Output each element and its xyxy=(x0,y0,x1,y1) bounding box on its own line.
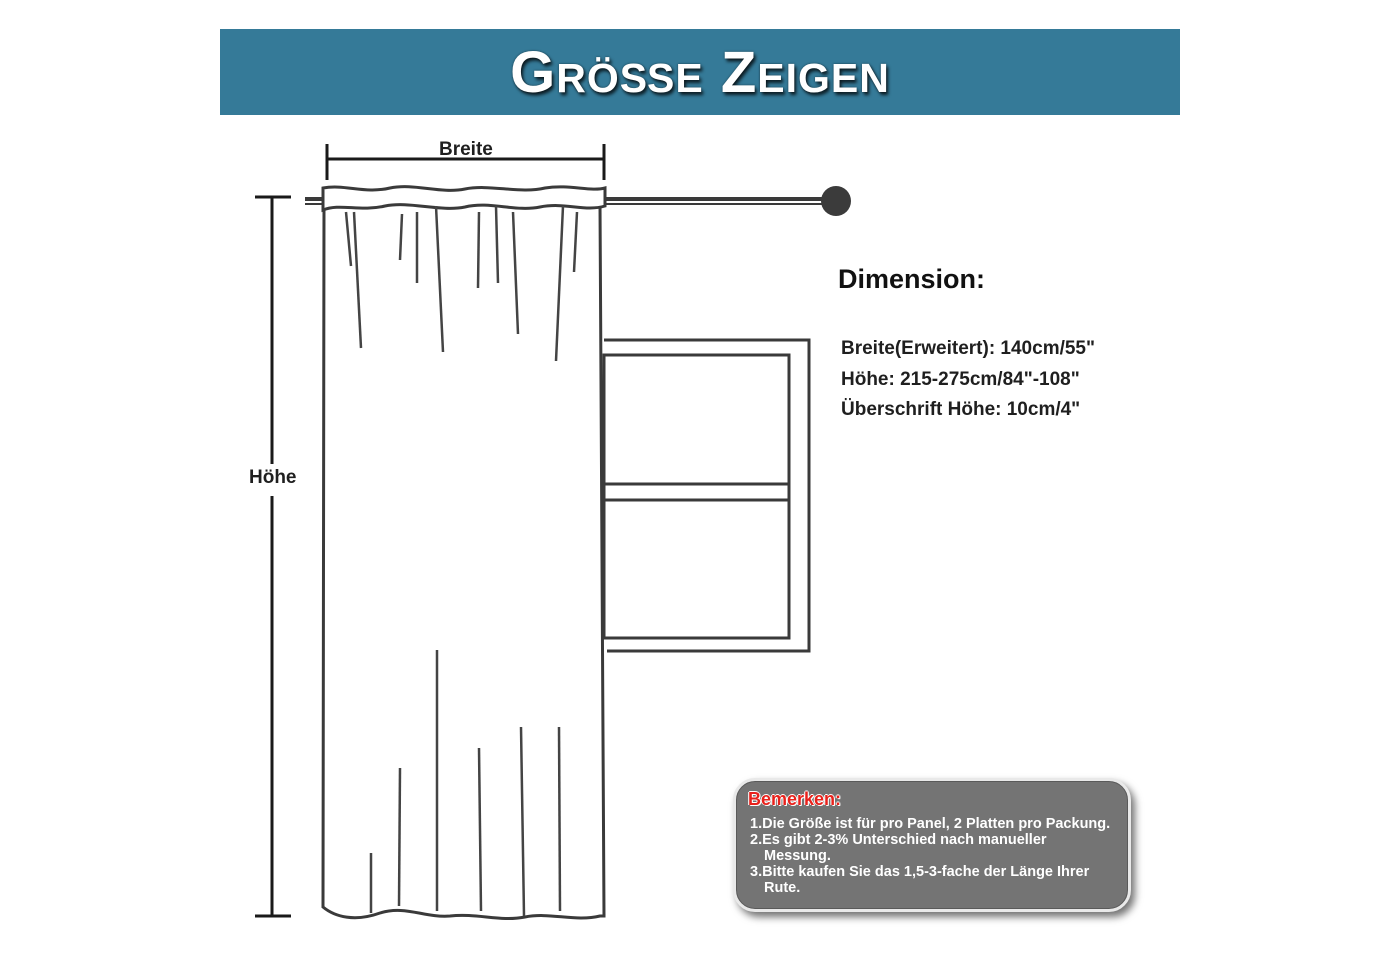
note-item: 2.Es gibt 2-3% Unterschied nach manueller Messung. xyxy=(750,832,1047,864)
spec-header-height: Überschrift Höhe: 10cm/4" xyxy=(841,399,1081,420)
window-frame xyxy=(604,340,809,651)
height-dimension-line xyxy=(255,197,291,916)
page-title: Größe Zeigen xyxy=(510,39,890,105)
width-label: Breite xyxy=(439,139,493,160)
note-item: 3.Bitte kaufen Sie das 1,5-3-fache der Länge Ihrer Rute. xyxy=(750,864,1090,896)
dimension-heading: Dimension: xyxy=(838,264,986,294)
height-label: Höhe xyxy=(249,467,297,488)
notes-title: Bemerken: xyxy=(748,789,842,809)
spec-width: Breite(Erweitert): 140cm/55" xyxy=(841,338,1096,359)
note-item: 1.Die Größe ist für pro Panel, 2 Platten pro Packung. xyxy=(750,816,1111,832)
notes-list xyxy=(748,816,1116,896)
spec-height: Höhe: 215-275cm/84"-108" xyxy=(841,369,1080,390)
curtain-panel xyxy=(323,187,605,919)
notes-box xyxy=(733,778,1131,912)
